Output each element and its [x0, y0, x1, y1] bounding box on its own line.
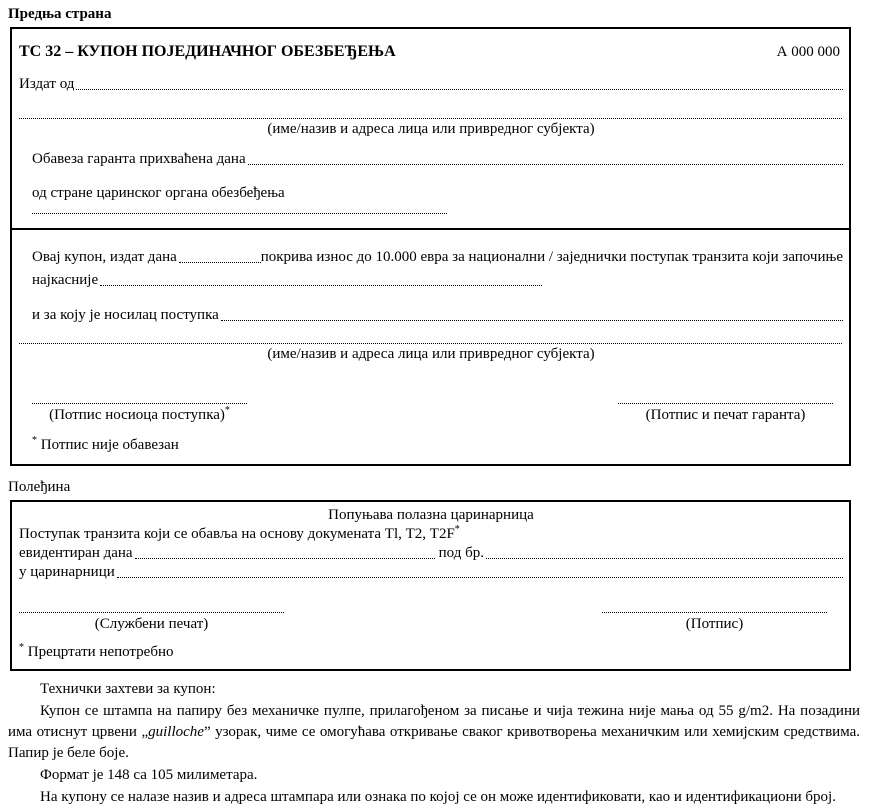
front-side-label: Предња страна	[8, 6, 112, 22]
official-stamp-block	[19, 612, 284, 633]
front-box	[10, 27, 851, 466]
signature-block	[602, 612, 827, 633]
transit-documents-line	[19, 525, 843, 544]
dotted-line	[19, 343, 842, 344]
coupon-text-part1: Овај купон, издат дана	[32, 249, 177, 265]
customs-office-label: од стране царинског органа обезбеђења	[32, 185, 285, 201]
serial-number: А 000 000	[776, 44, 840, 60]
dotted-line	[618, 403, 833, 404]
issued-by-row	[19, 75, 843, 94]
back-box	[10, 500, 851, 671]
guilloche-term: guilloche	[148, 724, 204, 740]
name-address-caption: (име/назив и адреса лица или привредног субјекта)	[267, 346, 595, 362]
technical-paragraph-3: На купону се налазе назив и адреса штампара или ознака по којој се он може идентификовати, као и идентификациони број.	[40, 789, 836, 805]
dotted-line	[32, 213, 447, 214]
customs-office-row	[19, 563, 843, 582]
dotted-line	[76, 89, 843, 90]
dotted-line	[248, 164, 843, 165]
dotted-line	[100, 285, 542, 286]
back-side-label: Полеђина	[8, 479, 71, 495]
registered-label: евидентиран дана	[19, 545, 133, 561]
transit-documents-text: Поступак транзита који се обавља на основу докумената Тl, Т2, Т2F	[19, 526, 455, 542]
official-stamp-caption: (Службени печат)	[94, 616, 209, 632]
technical-paragraph-1	[8, 701, 860, 764]
dotted-line	[602, 612, 827, 613]
technical-paragraph-2: Формат је 148 са 105 милиметара.	[40, 767, 258, 783]
back-footnote-text: Прецртати непотребно	[27, 644, 174, 660]
holder-row	[32, 306, 843, 325]
dotted-line	[179, 262, 261, 263]
front-coupon-section	[12, 230, 849, 464]
coupon-text-part2: покрива износ до 10.000 евра за национални / заједнички поступак транзита који започиње	[260, 249, 843, 265]
coupon-issued-row	[32, 247, 843, 267]
document-title: ТС 32 – КУПОН ПОЈЕДИНАЧНОГ ОБЕЗБЕЂЕЊА	[19, 43, 396, 60]
back-footnote	[19, 643, 843, 661]
asterisk-mark: *	[32, 435, 37, 446]
technical-heading: Технички захтеви за купон:	[40, 681, 216, 697]
back-section	[12, 502, 849, 669]
dotted-line	[486, 558, 843, 559]
holder-signature-caption	[32, 406, 247, 424]
asterisk-mark: *	[19, 642, 24, 653]
holder-signature-block	[32, 403, 247, 424]
guarantor-signature-block	[618, 403, 833, 424]
technical-p1-part-b: ” узорак, чиме се омогућава откривање сваког кривотворења механичким или хемијским средствима. Папир је беле боје.	[8, 724, 861, 761]
latest-date-row	[32, 271, 843, 290]
issued-by-label: Издат од	[19, 76, 75, 92]
stamp-signature-row	[19, 612, 843, 633]
technical-requirements	[8, 679, 860, 808]
asterisk-mark: *	[224, 405, 230, 416]
front-footnote-text: Потпис није обавезан	[40, 437, 179, 453]
front-footnote	[32, 436, 843, 454]
under-number-label: под бр.	[438, 545, 485, 561]
asterisk-mark: *	[454, 524, 460, 535]
dotted-line	[221, 320, 843, 321]
holder-signature-label: (Потпис носиоца поступка)	[49, 407, 225, 423]
dotted-line	[117, 577, 843, 578]
dotted-line	[19, 118, 842, 119]
dotted-line	[32, 403, 247, 404]
registered-row	[19, 544, 843, 563]
back-box-title: Попуњава полазна царинарница	[328, 507, 534, 523]
name-address-caption: (име/назив и адреса лица или привредног субјекта)	[267, 121, 595, 137]
signature-row	[19, 403, 843, 424]
customs-office-label: у царинарници	[19, 564, 115, 580]
latest-label: најкасније	[32, 272, 99, 288]
dotted-line	[135, 558, 435, 559]
front-issuer-section	[12, 29, 849, 230]
title-row	[19, 43, 840, 61]
guarantor-signature-caption: (Потпис и печат гаранта)	[645, 407, 806, 423]
holder-label: и за коју је носилац поступка	[32, 307, 219, 323]
signature-caption: (Потпис)	[685, 616, 744, 632]
dotted-line	[19, 612, 284, 613]
obligation-row	[32, 150, 843, 169]
obligation-label: Обавеза гаранта прихваћена дана	[32, 151, 246, 167]
technical-p1-part-a: Купон се штампа на папиру без механичке пулпе, прилагођеном за писање и чија тежина није мања од 55 g/m2. На позадини има отиснут црвени „	[8, 703, 860, 740]
